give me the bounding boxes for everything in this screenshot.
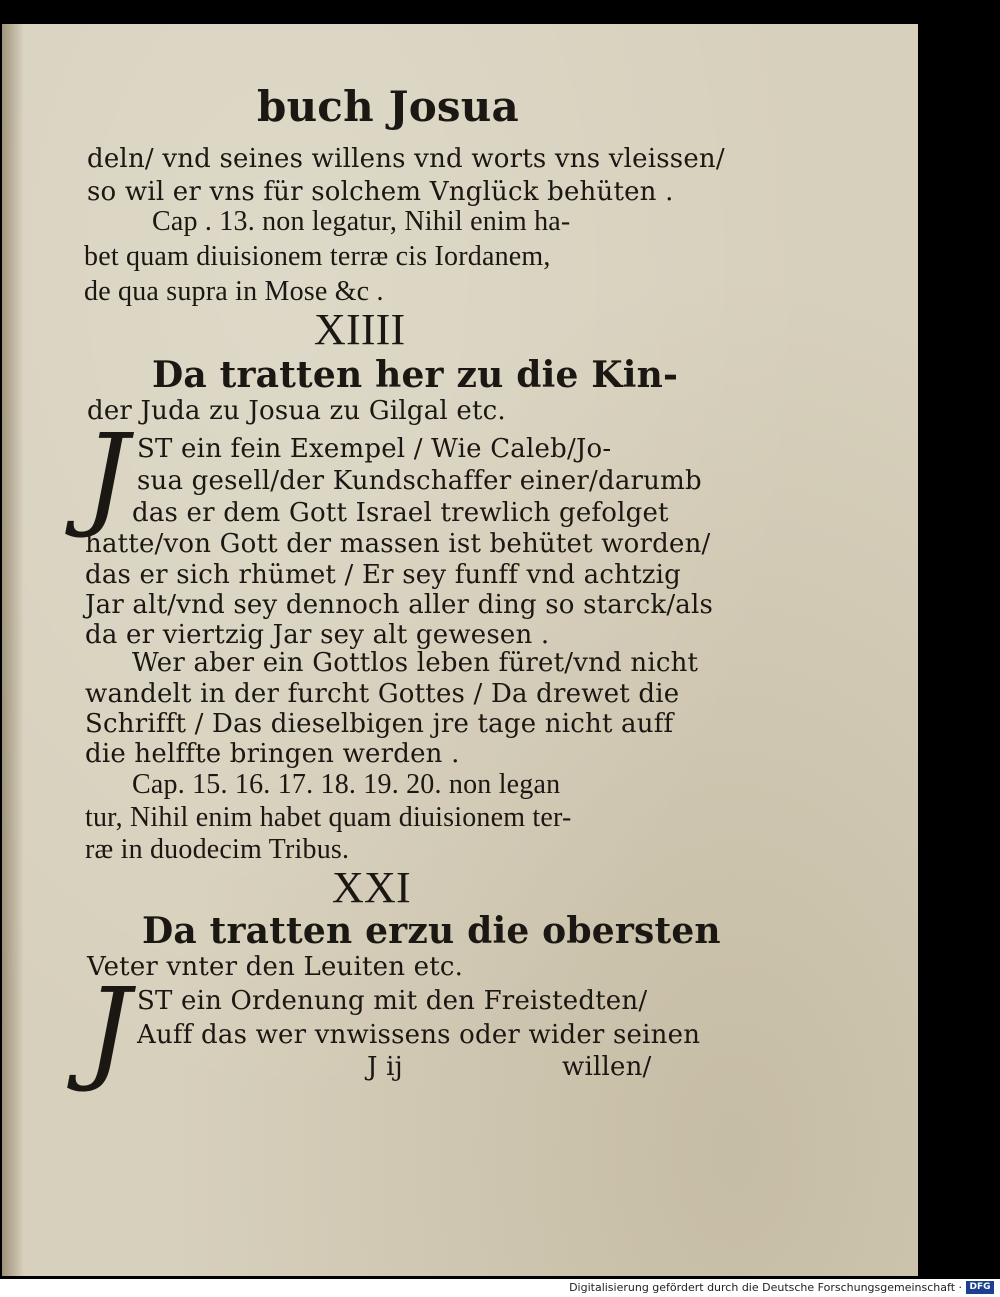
drop-capital: J — [84, 411, 129, 541]
dfg-logo: DFG — [966, 1281, 994, 1294]
chapter-heading: Da tratten her zu die Kin- — [152, 354, 679, 396]
funding-credit: Digitalisierung gefördert durch die Deutsche Forschungsgemeinschaft · — [569, 1281, 962, 1294]
text-line: ST ein fein Exempel / Wie Caleb/Jo- — [137, 434, 612, 464]
text-line: Schrifft / Das dieselbigen jre tage nicht auff — [85, 709, 674, 739]
scanned-page — [2, 24, 918, 1276]
text-line: Auff das wer vnwissens oder wider seinen — [137, 1020, 701, 1050]
chapter-heading-continued: Veter vnter den Leuiten etc. — [87, 952, 464, 982]
text-line: das er dem Gott Israel trewlich gefolget — [132, 498, 669, 528]
text-line: so wil er vns für solchem Vnglück behüten . — [87, 177, 674, 207]
text-line: Wer aber ein Gottlos leben füret/vnd nicht — [132, 648, 699, 678]
text-line: de qua supra in Mose &c . — [84, 276, 384, 307]
text-line: das er sich rhümet / Er sey funff vnd achtzig — [85, 560, 681, 590]
text-line: die helffte bringen werden . — [85, 739, 460, 769]
text-line: bet quam diuisionem terræ cis Iordanem, — [84, 241, 551, 272]
chapter-numeral: XXI — [332, 863, 411, 912]
text-line: deln/ vnd seines willens vnd worts vns vleissen/ — [87, 144, 725, 174]
chapter-heading-continued: der Juda zu Josua zu Gilgal etc. — [87, 396, 506, 426]
text-line: Cap . 13. non legatur, Nihil enim ha- — [152, 206, 571, 237]
signature-mark: J ij — [367, 1052, 403, 1082]
catchword: willen/ — [562, 1052, 652, 1082]
text-line: ræ in duodecim Tribus. — [85, 834, 350, 865]
chapter-numeral: XIIII — [314, 305, 406, 354]
footer-bar — [0, 1279, 1000, 1297]
chapter-heading: Da tratten erzu die obersten — [142, 910, 721, 952]
text-line: da er viertzig Jar sey alt gewesen . — [85, 620, 550, 650]
text-line: sua gesell/der Kundschaffer einer/darumb — [137, 466, 702, 496]
text-line: Cap. 15. 16. 17. 18. 19. 20. non legan — [132, 769, 561, 800]
running-head: buch Josua — [257, 82, 519, 131]
text-line: wandelt in der furcht Gottes / Da drewet die — [85, 679, 680, 709]
text-line: ST ein Ordenung mit den Freistedten/ — [137, 986, 648, 1016]
text-line: hatte/von Gott der massen ist behütet worden/ — [85, 529, 711, 559]
text-line: Jar alt/vnd sey dennoch aller ding so starck/als — [85, 590, 714, 620]
text-line: tur, Nihil enim habet quam diuisionem ter- — [85, 802, 572, 833]
drop-capital: J — [86, 965, 131, 1095]
